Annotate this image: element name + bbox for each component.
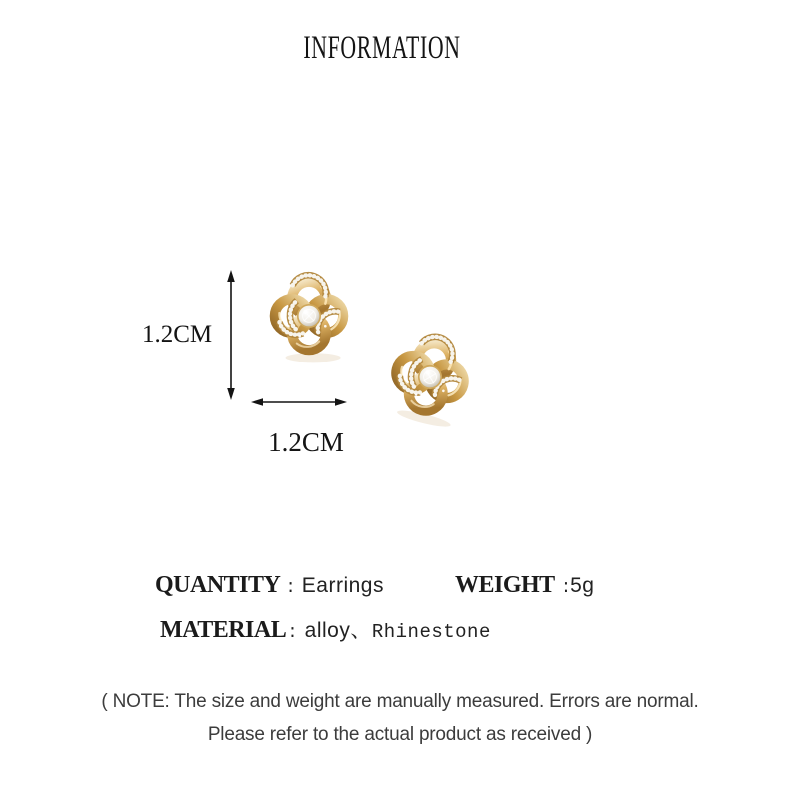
- width-dimension-arrow: [251, 394, 347, 410]
- material-value-2: Rhinestone: [371, 621, 491, 643]
- material-value-comma: 、: [350, 618, 372, 642]
- quantity-label: QUANTITY: [155, 572, 281, 598]
- weight-separator: :: [562, 575, 570, 597]
- height-dimension-label: 1.2CM: [142, 321, 213, 348]
- earring-right-image: [368, 315, 492, 439]
- measurement-note: [0, 685, 800, 751]
- material-label: MATERIAL: [160, 617, 287, 643]
- weight-label: WEIGHT: [455, 572, 555, 598]
- spec-weight: [455, 572, 594, 599]
- spec-material: [160, 614, 491, 644]
- material-value: alloy: [304, 619, 351, 642]
- weight-value: 5g: [570, 574, 595, 597]
- page-title: INFORMATION: [303, 30, 461, 66]
- measurement-note-line1: ( NOTE: The size and weight are manually measured. Errors are normal.: [101, 691, 699, 712]
- quantity-separator: :: [287, 575, 294, 597]
- material-separator: :: [289, 620, 296, 642]
- earring-left-image: [258, 263, 360, 369]
- measurement-note-line2: Please refer to the actual product as received ): [207, 724, 593, 745]
- spec-quantity: [155, 572, 384, 599]
- width-dimension-label: 1.2CM: [268, 427, 344, 457]
- height-dimension-arrow: [223, 270, 239, 400]
- quantity-value: Earrings: [301, 574, 384, 597]
